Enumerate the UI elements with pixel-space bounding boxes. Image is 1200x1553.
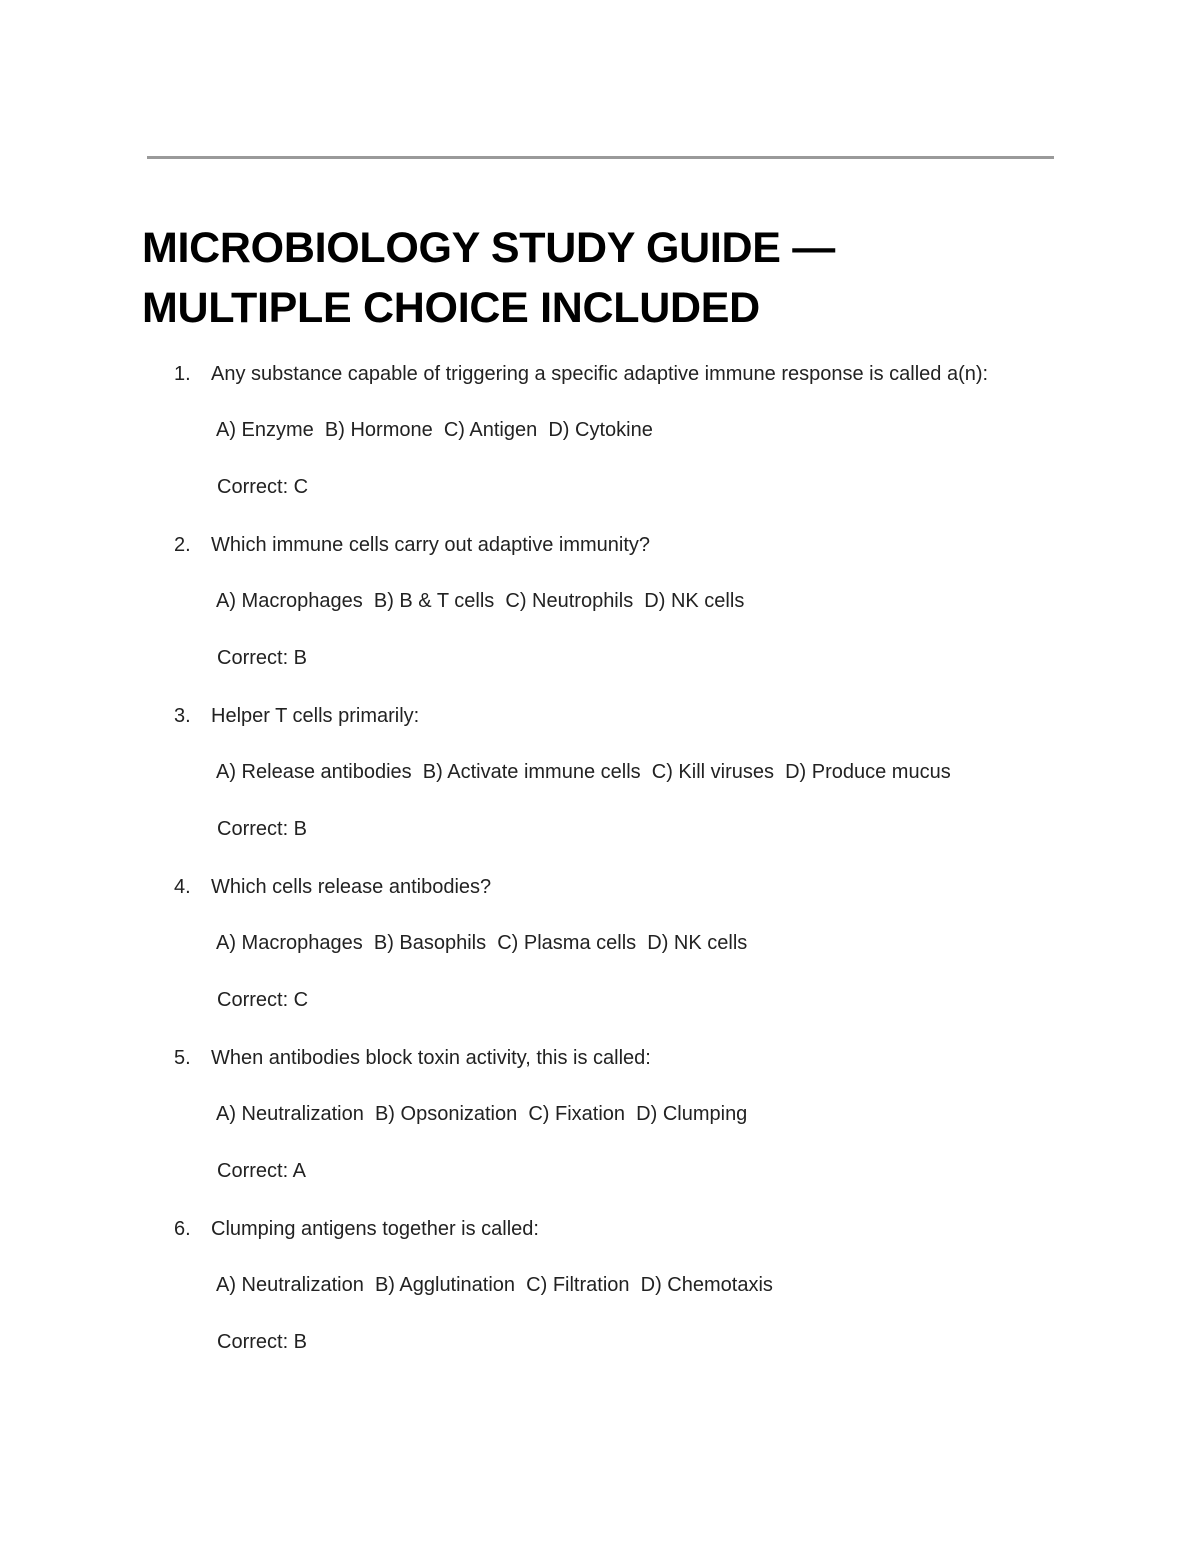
question-4: [0, 861, 1200, 1032]
answer-options: A) Enzyme B) Hormone C) Antigen D) Cytokine: [216, 419, 653, 441]
answer-options: A) Neutralization B) Opsonization C) Fixation D) Clumping: [216, 1103, 748, 1125]
question-stem: [0, 531, 1200, 559]
answer-options: A) Release antibodies B) Activate immune cells C) Kill viruses D) Produce mucus: [216, 761, 951, 783]
correct-answer: Correct: B: [217, 818, 308, 840]
correct-answer: Correct: B: [217, 1331, 308, 1353]
title-line-2: MULTIPLE CHOICE INCLUDED: [142, 284, 760, 332]
correct-answer: Correct: B: [217, 647, 308, 669]
document-title: [142, 218, 1102, 338]
question-number: 5.: [174, 1047, 191, 1069]
question-stem: [0, 702, 1200, 730]
question-text: Which immune cells carry out adaptive immunity?: [211, 534, 651, 556]
question-stem: [0, 360, 1200, 388]
question-number: 1.: [174, 363, 191, 385]
title-line-1: MICROBIOLOGY STUDY GUIDE —: [142, 224, 836, 272]
correct-answer: Correct: C: [217, 989, 309, 1011]
question-3: [0, 690, 1200, 861]
question-stem: [0, 873, 1200, 901]
answer-options: A) Macrophages B) B & T cells C) Neutrophils D) NK cells: [216, 590, 745, 612]
question-text: Any substance capable of triggering a specific adaptive immune response is called a(n):: [211, 363, 989, 385]
horizontal-rule: [147, 156, 1054, 159]
question-6: [0, 1203, 1200, 1374]
question-1: [0, 348, 1200, 519]
correct-answer: Correct: C: [217, 476, 309, 498]
question-5: [0, 1032, 1200, 1203]
question-number: 6.: [174, 1218, 191, 1240]
question-2: [0, 519, 1200, 690]
answer-options: A) Macrophages B) Basophils C) Plasma cells D) NK cells: [216, 932, 748, 954]
question-text: Helper T cells primarily:: [211, 705, 420, 727]
question-number: 2.: [174, 534, 191, 556]
question-list: [0, 348, 1200, 1374]
question-number: 4.: [174, 876, 191, 898]
question-text: Clumping antigens together is called:: [211, 1218, 539, 1240]
correct-answer: Correct: A: [217, 1160, 306, 1182]
question-text: When antibodies block toxin activity, this is called:: [211, 1047, 651, 1069]
question-text: Which cells release antibodies?: [211, 876, 492, 898]
answer-options: A) Neutralization B) Agglutination C) Filtration D) Chemotaxis: [216, 1274, 773, 1296]
question-stem: [0, 1044, 1200, 1072]
question-number: 3.: [174, 705, 191, 727]
question-stem: [0, 1215, 1200, 1243]
